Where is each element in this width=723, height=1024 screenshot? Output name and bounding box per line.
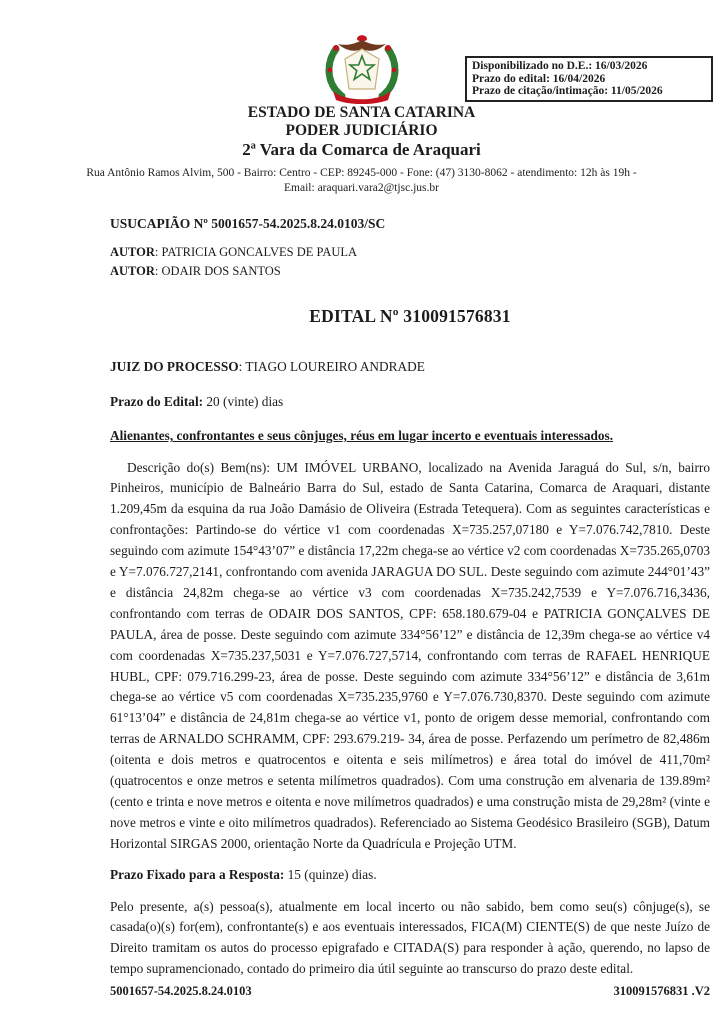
- response-term-line: [110, 864, 710, 885]
- addressees-heading: Alienantes, confrontantes e seus cônjuges, réus em lugar incerto e eventuais interessados.: [110, 428, 614, 443]
- judge-line: [110, 356, 710, 377]
- author-row: [110, 262, 710, 281]
- edital-title: EDITAL Nº 310091576831: [309, 306, 511, 326]
- judge-name: : TIAGO LOUREIRO ANDRADE: [238, 359, 425, 374]
- authors-list: [110, 243, 710, 281]
- stamp-line-prazo-edital: Prazo do edital: 16/04/2026: [472, 72, 606, 85]
- response-label: Prazo Fixado para a Resposta:: [110, 866, 285, 882]
- property-description-paragraph: Descrição do(s) Bem(ns): UM IMÓVEL URBANO, localizado na Avenida Jaraguá do Sul, s/n, bairro Pinheiros, município de Balneário Barra do Sul, estado de Santa Catarina, Comarca de Araquari, distante 1.209,45m da esquina da rua João Damásio de Oliveira (Estrada Tetequera). Com as seguintes características e confrontações: Partindo-se do vértice v1 com coordenadas X=735.257,07180 e Y=7.076.742,7810. Deste seguindo com azimute 154°43’07” e distância 17,22m chega-se ao vértice v2 com coordenadas X=735.265,0703 e Y=7.076.727,2141, confrontando com avenida JARAGUA DO SUL. Deste seguindo com azimute 244°01’43” e distância 24,82m chega-se ao vértice v3 com coordenadas X=735.242,7539 e Y=7.076.716,3436, confrontando com terras de ODAIR DOS SANTOS, CPF: 658.180.679-04 e PATRICIA GONÇALVES DE PAULA, área de posse. Deste seguindo com azimute 334°56’12” e distância de 12,39m chega-se ao vértice v4 com coordenadas X=735.237,5031 e Y=7.076.727,5714, confrontando com terras de RAFAEL HENRIQUE HUBL, CPF: 079.716.299-23, área de posse. Deste seguindo com azimute 334°56’12” e distância de 3,61m chega-se ao vértice v5 com coordenadas X=735.235,9760 e Y=7.076.730,8370. Deste seguindo com azimute 61°13’04” e distância de 24,81m chega-se ao vértice v1, ponto de origem desse memorial, confrontando com terras de ARNALDO SCHRAMM, CPF: 293.679.219- 34, área de posse. Perfazendo um perímetro de 82,486m (oitenta e dois metros e quatrocentos e oitenta e seis milímetros) e área total do imóvel de 411,70m² (quatrocentos e onze metros e setenta milímetros quadrados). Com uma construção em alvenaria de 139.89m² (cento e trinta e nove metros e oitenta e nove milímetros quadrados) e uma construção mista de 29,28m² (vinte e nove metros e vinte e oito milímetros quadrados). Referenciado ao Sistema Geodésico Brasileiro (SGB), Datum Horizontal SIRGAS 2000, orientação Norte da Quadrícula e Projeção UTM.: [110, 459, 710, 851]
- process-number: USUCAPIÃO Nº 5001657-54.2025.8.24.0103/SC: [110, 216, 386, 231]
- author-name: : ODAIR DOS SANTOS: [154, 264, 281, 278]
- term-value: 20 (vinte) dias: [203, 394, 284, 409]
- footer-edital-number: 310091576831 .V2: [613, 984, 710, 998]
- term-label: Prazo do Edital:: [110, 394, 204, 409]
- author-label: AUTOR: [110, 264, 155, 278]
- address-email: Email: araquari.vara2@tjsc.jus.br: [284, 182, 439, 194]
- address-line: Rua Antônio Ramos Alvim, 500 - Bairro: Centro - CEP: 89245-000 - Fone: (47) 3130-8062 - atendimento: 12h às 19h -: [86, 167, 637, 179]
- publication-dates-box: [465, 56, 713, 102]
- author-name: : PATRICIA GONCALVES DE PAULA: [154, 245, 358, 259]
- court-name: 2ª Vara da Comarca de Araquari: [242, 140, 481, 159]
- author-row: [110, 243, 710, 262]
- court-header: [0, 104, 723, 160]
- judge-label: JUIZ DO PROCESSO: [110, 359, 239, 374]
- stamp-line-disponibilizado: Disponibilizado no D.E.: 16/03/2026: [472, 60, 648, 72]
- stamp-line-prazo-citacao: Prazo de citação/intimação: 11/05/2026: [472, 85, 663, 97]
- edital-term-line: [110, 391, 710, 412]
- court-address: [0, 166, 723, 196]
- state-name: ESTADO DE SANTA CATARINA: [247, 104, 476, 121]
- footer-process-number: 5001657-54.2025.8.24.0103: [110, 984, 252, 998]
- response-value: 15 (quinze) dias.: [284, 866, 377, 882]
- document-body: [0, 216, 723, 979]
- closing-paragraph: Pelo presente, a(s) pessoa(s), atualmente em local incerto ou não sabido, bem como seu(s) cônjuge(s), se casada(o)(s) for(em), confrontante(s) e aos eventuais interessados, FICA(M) CIENTE(S) de que neste Juízo de Direito tramitam os autos do processo epigrafado e CITADA(S) para responder à ação, querendo, no lapso de tempo supramencionado, contado do primeiro dia útil seguinte ao transcurso do prazo deste edital.: [110, 898, 710, 976]
- author-label: AUTOR: [110, 245, 155, 259]
- santa-catarina-coat-of-arms-icon: [319, 32, 405, 104]
- page-footer: [0, 984, 723, 999]
- judiciary-branch: PODER JUDICIÁRIO: [285, 122, 438, 139]
